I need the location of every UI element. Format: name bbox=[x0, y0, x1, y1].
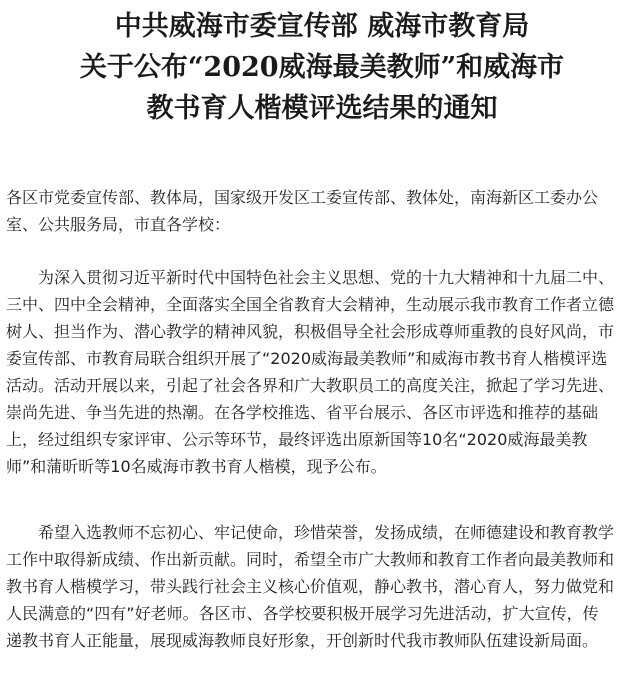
body-paragraph-2 bbox=[6, 519, 634, 654]
salutation bbox=[6, 184, 634, 238]
document-title bbox=[0, 6, 644, 129]
paragraph-line: 为深入贯彻习近平新时代中国特色社会主义思想、党的十九大精神和十九届二中、 bbox=[38, 268, 615, 287]
paragraph-line: 委宣传部、市教育局联合组织开展了“2020威海最美教师”和威海市教书育人楷模评选 bbox=[6, 349, 608, 368]
salutation-line: 室、公共服务局，市直各学校： bbox=[6, 215, 231, 234]
title-line: 教书育人楷模评选结果的通知 bbox=[146, 93, 498, 124]
paragraph-line: 教书育人楷模学习，带头践行社会主义核心价值观，静心教书，潜心育人，努力做党和 bbox=[6, 577, 615, 596]
paragraph-line: 活动。活动开展以来，引起了社会各界和广大教职员工的高度关注，掀起了学习先进、 bbox=[6, 376, 615, 395]
title-line: 关于公布“2020威海最美教师”和威海市 bbox=[79, 52, 565, 83]
paragraph-line: 上，经过组织专家评审、公示等环节，最终评选出原新国等10名“2020威海最美教 bbox=[6, 430, 588, 449]
paragraph-line: 树人、担当作为、潜心教学的精神风貌，积极倡导全社会形成尊师重教的良好风尚，市 bbox=[6, 322, 615, 341]
paragraph-line: 师”和蒲昕昕等10名威海市教书育人楷模，现予公布。 bbox=[6, 457, 387, 476]
paragraph-line: 递教书育人正能量，展现威海教师良好形象，开创新时代我市教师队伍建设新局面。 bbox=[6, 631, 599, 650]
paragraph-line: 崇尚先进、争当先进的热潮。在各学校推选、省平台展示、各区市评选和推荐的基础 bbox=[6, 403, 599, 422]
paragraph-line: 三中、四中全会精神，全面落实全国全省教育大会精神，生动展示我市教育工作者立德 bbox=[6, 295, 615, 314]
body-paragraph-1 bbox=[6, 264, 634, 480]
title-line: 中共威海市委宣传部 威海市教育局 bbox=[114, 11, 530, 42]
paragraph-line: 工作中取得新成绩、作出新贡献。同时，希望全市广大教师和教育工作者向最美教师和 bbox=[6, 550, 615, 569]
paragraph-line: 人民满意的“四有”好老师。各区市、各学校要积极开展学习先进活动，扩大宣传，传 bbox=[6, 604, 599, 623]
salutation-line: 各区市党委宣传部、教体局，国家级开发区工委宣传部、教体处，南海新区工委办公 bbox=[6, 188, 599, 207]
paragraph-line: 希望入选教师不忘初心、牢记使命，珍惜荣誉，发扬成绩，在师德建设和教育教学 bbox=[38, 523, 615, 542]
